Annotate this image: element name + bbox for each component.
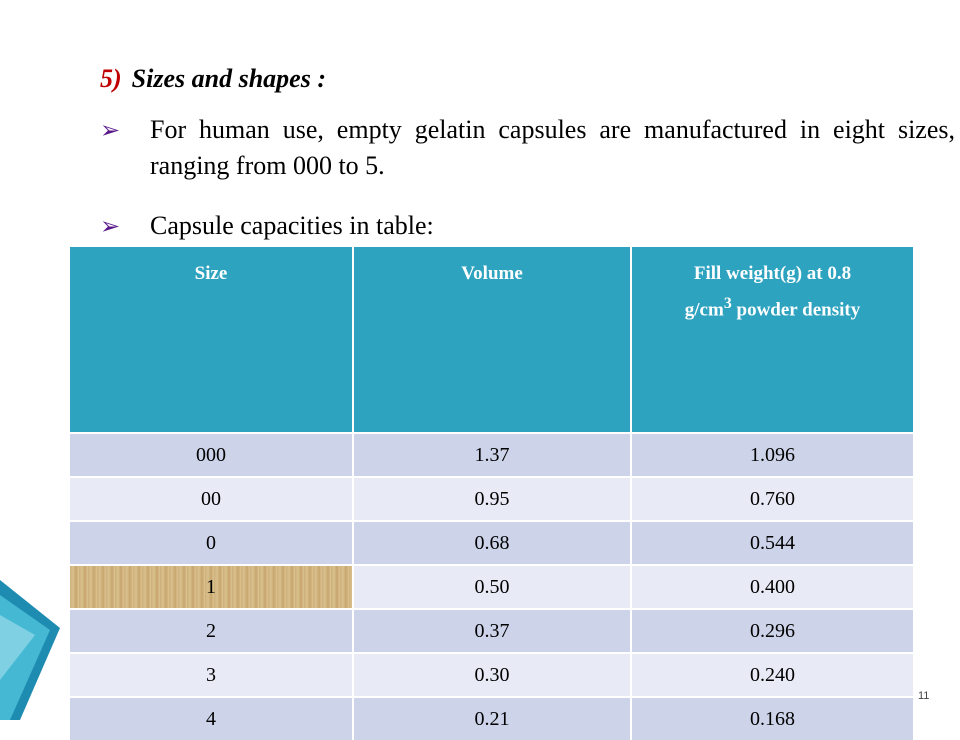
cell-volume: 0.21	[353, 697, 631, 740]
table-row	[70, 433, 913, 477]
header-size: Size	[70, 247, 353, 433]
arrow-bullet-icon: ➢	[100, 116, 121, 144]
cell-volume: 0.68	[353, 521, 631, 565]
cell-volume: 0.50	[353, 565, 631, 609]
cell-size: 1	[70, 565, 353, 609]
bullet-text: For human use, empty gelatin capsules are manufactured in eight sizes, ranging from 000 to 5.	[150, 115, 955, 180]
cell-fill: 0.168	[631, 697, 913, 740]
header-fill-line1: Fill weight(g) at 0.8	[693, 263, 852, 284]
heading-text: Sizes and shapes :	[131, 64, 326, 93]
capsule-capacity-table	[70, 247, 913, 740]
cell-fill: 0.296	[631, 609, 913, 653]
table-row	[70, 697, 913, 740]
arrow-bullet-icon: ➢	[100, 212, 121, 240]
page-number: 11	[918, 690, 930, 702]
table-row	[70, 609, 913, 653]
heading-number: 5)	[100, 64, 122, 93]
cell-size: 000	[70, 433, 353, 477]
cell-size: 0	[70, 521, 353, 565]
header-volume: Volume	[353, 247, 631, 433]
cell-volume: 0.95	[353, 477, 631, 521]
header-fill-line2-pre: g/cm	[684, 299, 724, 321]
header-fill-weight	[631, 247, 913, 433]
header-fill-line2-post: powder density	[731, 299, 861, 321]
table-header-row	[70, 247, 913, 433]
cell-size: 4	[70, 697, 353, 740]
table-row	[70, 521, 913, 565]
cell-volume: 0.37	[353, 609, 631, 653]
bullet-item	[100, 208, 700, 244]
cell-size: 3	[70, 653, 353, 697]
cell-fill: 1.096	[631, 433, 913, 477]
cell-fill: 0.544	[631, 521, 913, 565]
table-row	[70, 477, 913, 521]
slide-heading	[100, 64, 326, 94]
cell-volume: 1.37	[353, 433, 631, 477]
header-fill-sup: 3	[723, 295, 732, 312]
cell-fill: 0.240	[631, 653, 913, 697]
table-row	[70, 653, 913, 697]
cell-volume: 0.30	[353, 653, 631, 697]
bullet-text: Capsule capacities in table:	[150, 211, 434, 240]
cell-fill: 0.400	[631, 565, 913, 609]
cell-size: 00	[70, 477, 353, 521]
decorative-wave-shape	[0, 560, 80, 720]
cell-fill: 0.760	[631, 477, 913, 521]
cell-size: 2	[70, 609, 353, 653]
bullet-item	[100, 112, 955, 184]
table-row	[70, 565, 913, 609]
